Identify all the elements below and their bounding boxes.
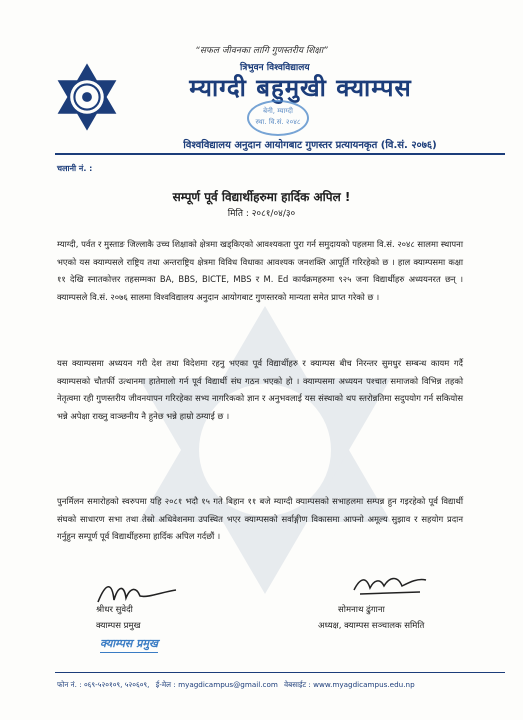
stamp-text: बेनी, म्याग्दी xyxy=(263,107,293,115)
signature-left xyxy=(92,580,182,606)
footer-website-label: वेबसाईट : xyxy=(284,680,311,689)
paragraph-intro: म्याग्दी, पर्वत र मुस्ताङ जिल्लाकै उच्च शिक्षाको क्षेत्रमा खड्किएको आवश्यकता पुरा गर्न समुदायको पहलमा वि.सं. २०४८ सालमा स्थापना भएको यस क्याम्पसले राष्ट्रिय तथा अन्तराष्ट्रिय क्षेत्रमा विविध विधाका आवश्यक जनशक्ति आपूर्ति गरिरहेको छ । हाल क्याम्पसमा कक्षा ११ देखि स्नातकोत्तर तहसम्मका BA, BBS, BICTE, MBS र M. Ed कार्यक्रमहरुमा ९२५ जना विद्यार्थीहरु अध्ययनरत छन् । क्याम्पसले वि.सं. २०७६ सालमा विश्वविद्यालय अनुदान आयोगबाट गुणस्तरको मान्यता समेत प्राप्त गरेको छ । xyxy=(57,239,463,302)
footer-divider xyxy=(55,672,505,673)
signatory-role-left: क्याम्पस प्रमुख xyxy=(96,621,141,631)
motto: “सफल जीवनका लागि गुणस्तरीय शिक्षा” xyxy=(195,46,328,56)
signatory-role-right: अध्यक्ष, क्याम्पस सञ्चालक समिति xyxy=(318,621,425,631)
campus-chief-seal: क्याम्पस प्रमुख xyxy=(100,636,158,653)
footer-phone: फोन नं. : ०६९-५२०१०९, ५२०६०९, xyxy=(57,680,150,689)
signature-right xyxy=(350,572,430,598)
letter-title: सम्पूर्ण पूर्व विद्यार्थीहरुमा हार्दिक अपिल ! xyxy=(172,190,351,204)
campus-name: म्याग्दी बहुमुखी क्याम्पस xyxy=(189,74,412,102)
footer-email-label: ई-मेल : xyxy=(155,680,176,689)
footer-email[interactable]: myagdicampus@gmail.com xyxy=(178,680,278,689)
campus-stamp xyxy=(247,100,309,136)
footer-website[interactable]: www.myagdicampus.edu.np xyxy=(313,680,415,689)
paragraph-appeal: पुनर्मिलन समारोहको स्वरुपमा यहि २०८१ भदौ १५ गते बिहान ११ बजे म्याग्दी क्याम्पसको सभाहलमा सम्पन्न हुन गइरहेको पूर्व विद्यार्थी संघको साधारण सभा तथा तेस्रो अधिवेशनमा उपस्थित भएर क्याम्पसको सर्वाङ्गीण विकासमा आफ्नो अमूल्य सुझाव र सहयोग प्रदान गर्नुहुन सम्पूर्ण पूर्व विद्यार्थीहरुमा हार्दिक अपिल गर्दछौं । xyxy=(57,496,463,541)
campus-logo-watermark xyxy=(115,300,415,600)
accreditation-line: विश्वविद्यालय अनुदान आयोगबाट गुणस्तर प्रत्यायनकृत (वि.सं. २०७६) xyxy=(183,140,437,151)
stamp-sub: स्था. वि.सं. २०४८ xyxy=(255,118,301,126)
header-divider xyxy=(55,153,505,155)
letter-date: मिति : २०८१/०४/३० xyxy=(227,209,296,219)
footer-contact xyxy=(57,680,507,690)
paragraph-alumni: यस क्याम्पसमा अध्ययन गरी देश तथा विदेशमा रहनु भएका पूर्व विद्यार्थीहरु र क्याम्पस बीच निरन्तर सुमधुर सम्बन्ध कायम गर्दै क्याम्पसको चौतर्फी उत्थानमा हातेमालो गर्न पूर्व विद्यार्थी संघ गठन भएको हो । क्याम्पसमा अध्ययन पश्चात समाजको विभिन्न तहको नेतृत्वमा रही गुणस्तरीय जीवनयापन गरिरहेका सभ्य नागरिकको ज्ञान र अनुभवलाई यस संस्थाको थप स्तरोन्नतिमा सदुपयोग गर्न सकियोस भन्ने अपेक्षा राख्नु वाञ्छनीय नै हुनेछ भन्ने हाम्रो ठम्याई छ । xyxy=(57,358,463,421)
university-name: त्रिभुवन विश्वविद्यालय xyxy=(240,63,310,73)
campus-logo xyxy=(52,62,122,132)
signatory-name-left: श्रीधर सुवेदी xyxy=(96,605,133,615)
reference-number-label: चलानी नं. : xyxy=(57,164,93,173)
signatory-name-right: सोमनाथ ढुंगाना xyxy=(338,605,385,615)
